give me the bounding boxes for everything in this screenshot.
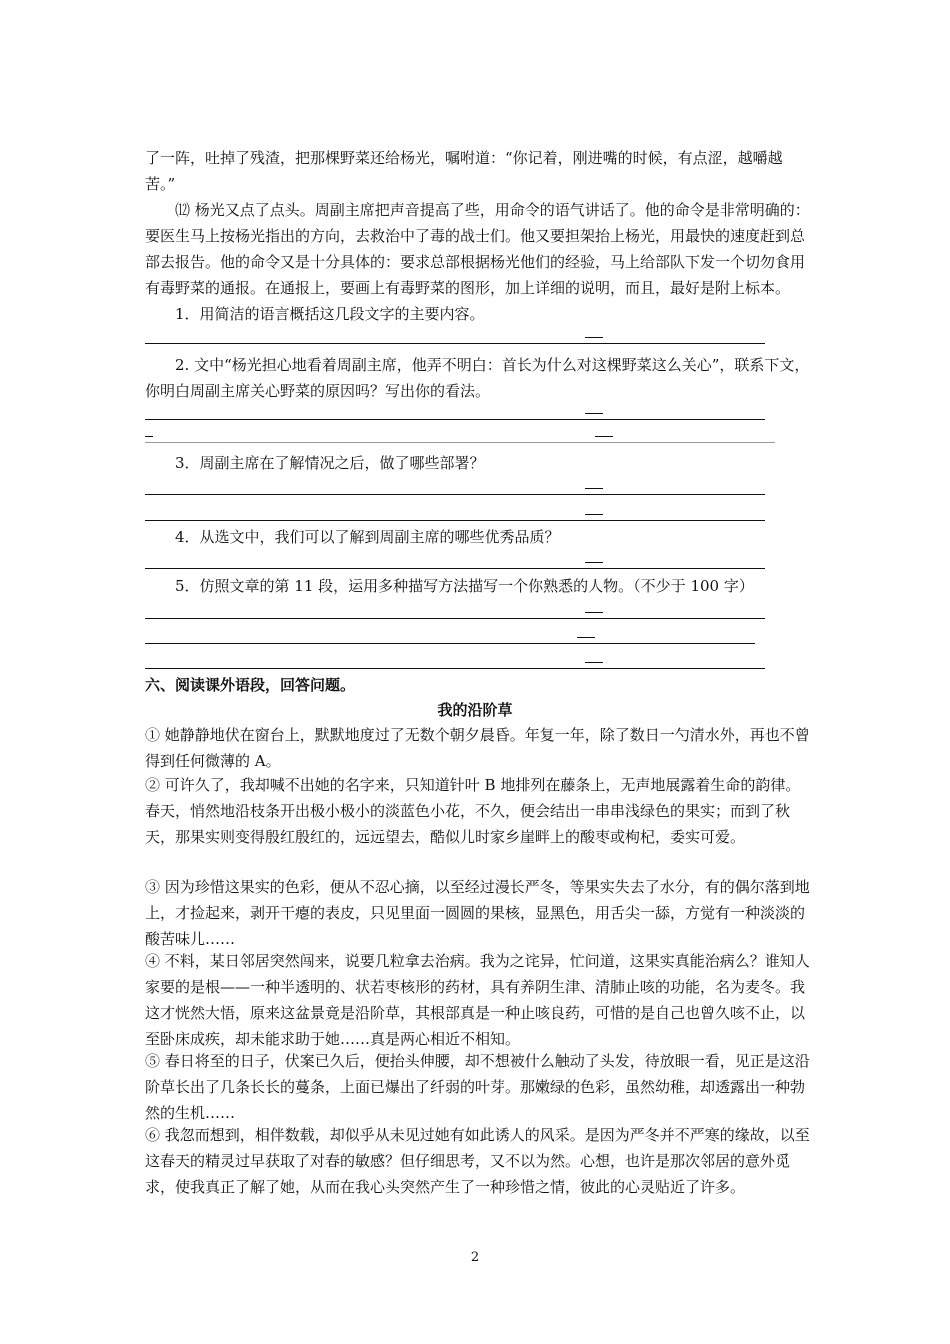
answer-line-mark (585, 413, 603, 414)
answer-line[interactable] (145, 520, 765, 521)
answer-line-mark (595, 436, 613, 437)
question-1: 1．用简洁的语言概括这几段文字的主要内容。 (175, 305, 485, 323)
passage-paragraph-11-end: 了一阵，吐掉了残渣，把那棵野菜还给杨光，嘱咐道：“你记着，刚进嘴的时候，有点涩，越嚼越苦。” (145, 149, 783, 193)
answer-line-mark (585, 612, 603, 613)
question-5: 5．仿照文章的第 11 段，运用多种描写方法描写一个你熟悉的人物。（不少于 100 字） (175, 577, 754, 595)
answer-line[interactable] (145, 618, 765, 619)
answer-line[interactable] (145, 419, 765, 420)
answer-line-mark (585, 337, 603, 338)
question-3: 3．周副主席在了解情况之后，做了哪些部署？ (175, 454, 485, 472)
answer-line[interactable] (145, 668, 765, 669)
passage-title: 我的沿阶草 (437, 701, 513, 719)
passage-paragraph: ⑥ 我忽而想到，相伴数载，却似乎从未见过她有如此诱人的风采。是因为严冬并不严寒的缘故，以至这春天的精灵过早获取了对春的敏感？但仔细思考，又不以为然。心想，也许是那次邻居的意外觅求，使我真正了解了她，从而在我心头突然产生了一种珍惜之情，彼此的心灵贴近了许多。 (145, 1126, 810, 1196)
passage-paragraph: ⑤ 春日将至的日子，伏案已久后，便抬头伸腰，却不想被什么触动了头发，待放眼一看，见正是这沿阶草长出了几条长长的蔓条，上面已爆出了纤弱的叶芽。那嫩绿的色彩，虽然幼稚，却透露出一种勃然的生机…… (145, 1052, 810, 1122)
page-number: 2 (470, 1250, 480, 1265)
answer-line-mark (585, 662, 603, 663)
passage-paragraph: ② 可许久了，我却喊不出她的名字来，只知道针叶 B 地排列在藤条上，无声地展露着生命的韵律。春天，悄然地沿枝条开出极小极小的淡蓝色小花，不久，便会结出一串串浅绿色的果实；而到了秋天，那果实则变得殷红殷红的，远远望去，酷似儿时家乡崖畔上的酸枣或枸杞，委实可爱。 (145, 776, 801, 846)
answer-line-mark (585, 562, 603, 563)
question-2: 2. 文中“杨光担心地看着周副主席，他弄不明白：首长为什么对这棵野菜这么关心”，联系下文，你明白周副主席关心野菜的原因吗？写出你的看法。 (145, 356, 810, 400)
answer-line[interactable] (145, 643, 755, 644)
answer-line[interactable] (145, 343, 765, 344)
answer-line-mark (577, 637, 595, 638)
passage-paragraph: ④ 不料，某日邻居突然闯来，说要几粒拿去治病。我为之诧异，忙问道，这果实真能治病么？谁知人家要的是根——一种半透明的、状若枣核形的药材，具有养阴生津、清肺止咳的功能，名为麦冬。我这才恍然大悟，原来这盆景竟是沿阶草，其根部真是一种止咳良药，可惜的是自己也曾久咳不止，以至卧床成疾，却未能求助于她……真是两心相近不相知。 (145, 952, 810, 1048)
answer-line-mark (145, 436, 153, 437)
answer-line[interactable] (145, 568, 765, 569)
answer-line[interactable] (145, 494, 765, 495)
passage-paragraph-12: ⑿ 杨光又点了点头。周副主席把声音提高了些，用命令的语气讲话了。他的命令是非常明确的：要医生马上按杨光指出的方向，去救治中了毒的战士们。他又要担架抬上杨光，用最快的速度赶到总部去报告。他的命令又是十分具体的：要求总部根据杨光他们的经验，马上给部队下发一个切勿食用有毒野菜的通报。在通报上，要画上有毒野菜的图形，加上详细的说明，而且，最好是附上标本。 (145, 201, 810, 297)
question-4: 4．从选文中，我们可以了解到周副主席的哪些优秀品质？ (175, 528, 560, 546)
passage-paragraph: ① 她静静地伏在窗台上，默默地度过了无数个朝夕晨昏。年复一年，除了数日一勺清水外，再也不曾得到任何微薄的 A。 (145, 726, 810, 770)
passage-paragraph: ③ 因为珍惜这果实的色彩，便从不忍心摘，以至经过漫长严冬，等果实失去了水分，有的偶尔落到地上，才捡起来，剥开干瘪的表皮，只见里面一圆圆的果核，显黑色，用舌尖一舔，方觉有一种淡淡的酸苦味儿…… (145, 878, 810, 948)
answer-line-mark (585, 488, 603, 489)
answer-line[interactable] (145, 442, 775, 443)
answer-line-mark (585, 514, 603, 515)
section-heading: 六、阅读课外语段，回答问题。 (145, 676, 356, 694)
